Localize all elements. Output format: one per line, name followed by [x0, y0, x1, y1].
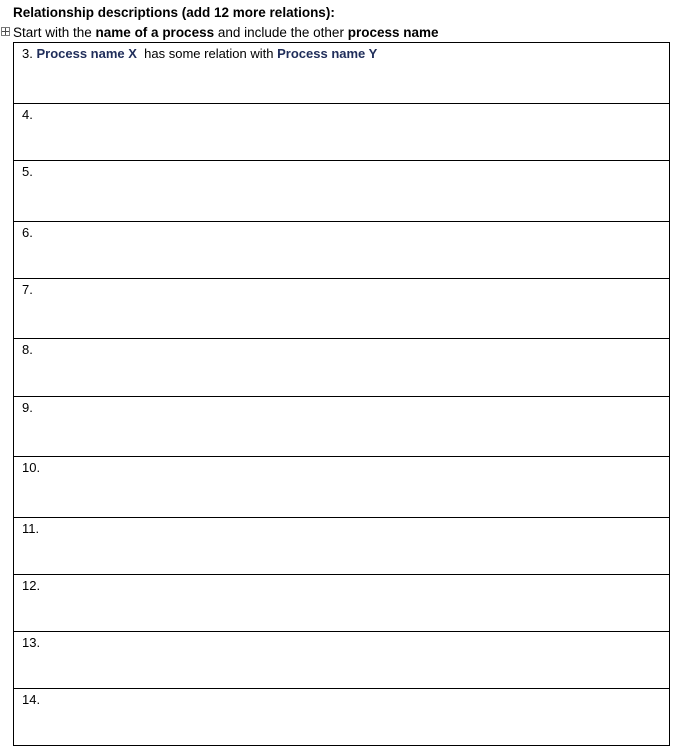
relation-cell-11[interactable] — [14, 518, 670, 575]
relation-cell-3[interactable] — [14, 43, 670, 104]
row-number: 10. — [22, 460, 41, 475]
row-number: 8. — [22, 342, 33, 357]
relation-cell-14[interactable] — [14, 689, 670, 746]
table-row — [14, 689, 670, 746]
process-name-y: Process name Y — [277, 46, 378, 61]
relation-cell-13[interactable] — [14, 632, 670, 689]
instruction-line — [13, 25, 439, 40]
instruction-bold-2: process name — [347, 25, 439, 40]
table-row — [14, 161, 670, 222]
relation-cell-4[interactable] — [14, 104, 670, 161]
section-heading: Relationship descriptions (add 12 more relations): — [13, 5, 335, 20]
relation-cell-10[interactable] — [14, 457, 670, 518]
table-row — [14, 457, 670, 518]
row-number: 4. — [22, 107, 33, 122]
relation-cell-8[interactable] — [14, 339, 670, 397]
relation-cell-5[interactable] — [14, 161, 670, 222]
row-number: 9. — [22, 400, 33, 415]
row-number: 11. — [22, 521, 40, 536]
table-row — [14, 222, 670, 279]
instruction-text-1: Start with the — [13, 25, 96, 40]
row-number: 7. — [22, 282, 33, 297]
table-move-handle-icon[interactable] — [1, 27, 10, 36]
relation-cell-7[interactable] — [14, 279, 670, 339]
row-number: 3. — [22, 46, 33, 61]
relation-text: has some relation with — [144, 46, 274, 61]
relations-table — [13, 42, 670, 746]
row-number: 6. — [22, 225, 33, 240]
row-number: 13. — [22, 635, 41, 650]
row-number: 5. — [22, 164, 33, 179]
relation-cell-12[interactable] — [14, 575, 670, 632]
table-row — [14, 339, 670, 397]
process-name-x: Process name X — [36, 46, 137, 61]
table-row — [14, 279, 670, 339]
table-row — [14, 575, 670, 632]
row-number: 12. — [22, 578, 41, 593]
relation-cell-6[interactable] — [14, 222, 670, 279]
instruction-bold-1: name of a process — [95, 25, 215, 40]
table-row — [14, 632, 670, 689]
table-row — [14, 518, 670, 575]
instruction-text-2: and include the other — [214, 25, 348, 40]
relation-cell-9[interactable] — [14, 397, 670, 457]
table-row — [14, 43, 670, 104]
table-row — [14, 104, 670, 161]
row-number: 14. — [22, 692, 41, 707]
table-row — [14, 397, 670, 457]
